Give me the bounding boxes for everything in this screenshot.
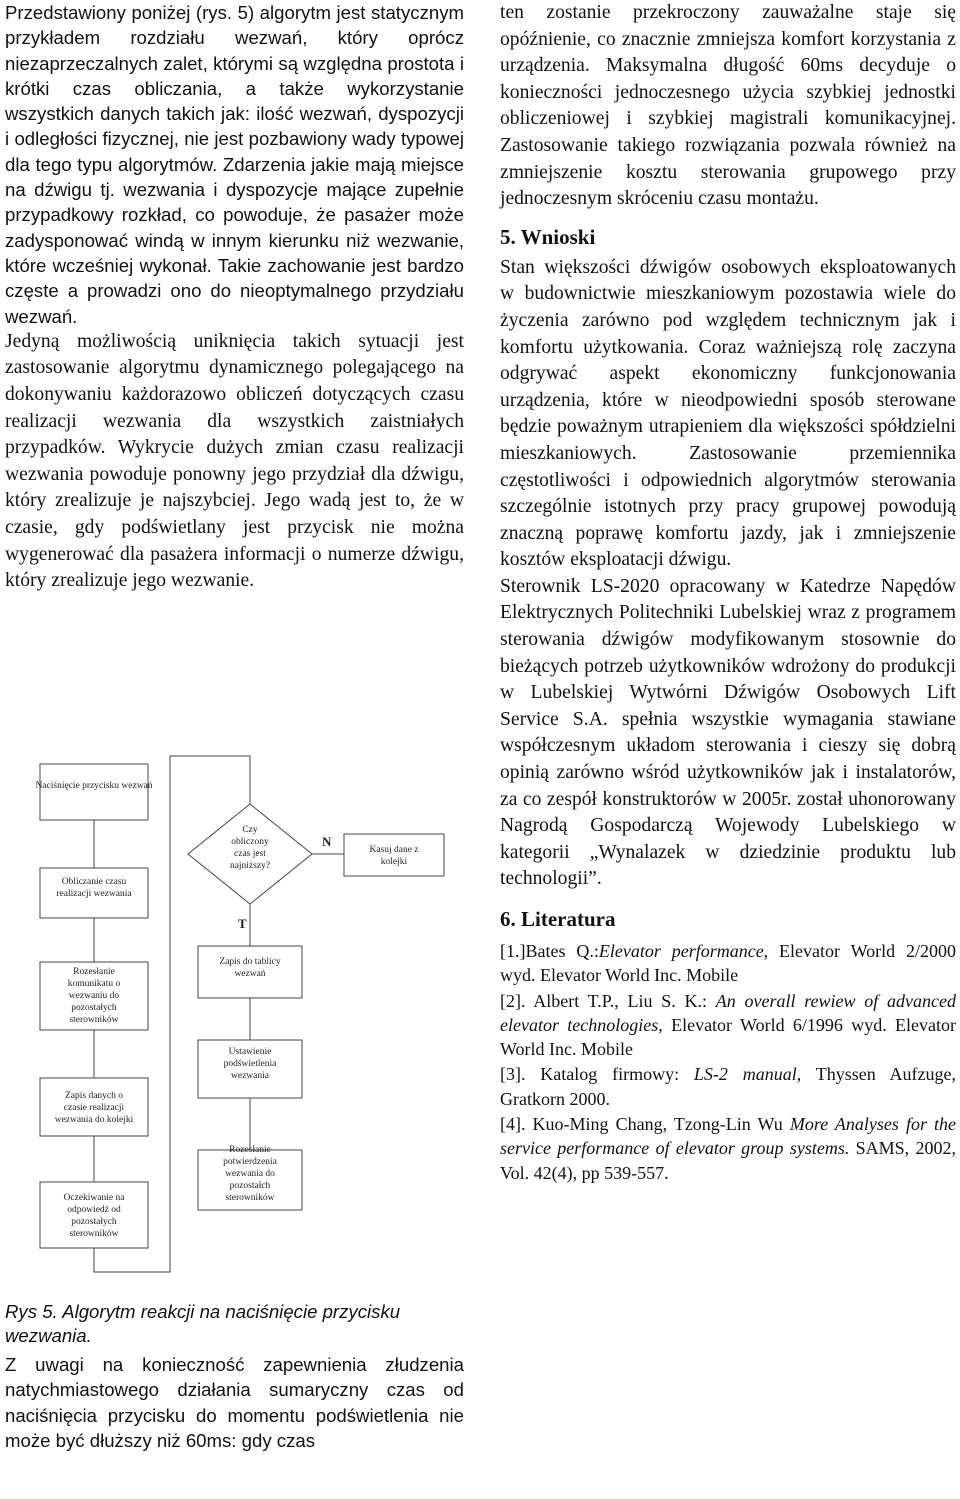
flow-text-wait-span-line: pozostałych <box>71 1217 117 1227</box>
flow-label-yes: T <box>238 916 247 931</box>
flow-text-delete <box>369 845 418 867</box>
flow-box-delete-queue <box>344 834 444 876</box>
reference-2-rest: Elevator World 6/1996 wyd. Elevator World Inc. Mobile <box>500 1014 956 1060</box>
left-paragraph-2: Jedyną możliwością uniknięcia takich sytuacji jest zastosowanie algorytmu dynamicznego polegającego na dokonywaniu każdorazowo obliczeń dotyczących czasu realizacji wezwania dla wszystkich zaistniałych przypadków. Wykrycie dużych zmian czasu realizacji wezwania powoduje ponowny jego przydział dla dźwigu, który zrealizuje je najszybciej. Jego wadą jest to, że w czasie, gdy podświetlany jest przycisk nie można wygenerować dla pasażera informacji o numerze dźwigu, który zrealizuje jego wezwanie. <box>5 330 464 592</box>
flow-text-confirm-span-line: Rozesłanie <box>229 1145 271 1155</box>
left-column <box>5 0 464 595</box>
flow-text-decision-span-line: najniższy? <box>229 861 271 871</box>
flow-text-delete-span-line: kolejki <box>380 857 408 867</box>
flow-text-table-span-line: Zapis do tablicy <box>219 957 281 967</box>
flow-text-light-span-line: Ustawienie <box>228 1047 272 1057</box>
reference-1-title: Elevator performance, <box>598 941 769 961</box>
reference-1-rest: Elevator World 2/2000 wyd. Elevator World Inc. Mobile <box>500 941 956 986</box>
flow-text-save <box>55 1091 134 1125</box>
flow-text-light-span-line: podświetlenia <box>223 1059 277 1069</box>
right-column <box>500 0 956 1185</box>
flow-text-wait-span-line: Oczekiwanie na <box>63 1193 125 1203</box>
flow-text-calc <box>56 877 132 899</box>
flow-text-confirm-span-line: pozostałch <box>229 1181 271 1191</box>
flow-text-press: Naciśnięcie przycisku wezwań <box>35 781 153 791</box>
section-5-paragraph-2: Sterownik LS-2020 opracowany w Katedrze Napędów Elektrycznych Politechniki Lubelskiej wraz z programem sterowania dźwigów modyfikowanym stosownie do bieżących potrzeb użytkowników wdrożony do produkcji w Lubelskiej Wytwórni Dźwigów Osobowych Lift Service S.A. spełnia wszystkie wymagania stawiane współczesnym układom sterowania i cieszy się dobrą opinią zarówno wśród użytkowników jak i instalatorów, za co zespół konstruktorów w 2005r. został uhonorowany Nagrodą Gospodarczą Wojewody Lubelskiego w kategorii „Wynalazek w dziedzinie produktu lub technologii”. <box>500 575 956 890</box>
left-paragraph-1: Przedstawiony poniżej (rys. 5) algorytm jest statycznym przykładem rozdziału wezwań, który oprócz niezaprzeczalnych zalet, którymi są względna prostota i krótki czas obliczania, a także wykorzystanie wszystkich danych takich jak: ilość wezwań, dyspozycji i odległości fizycznej, nie jest pozbawiony wady typowej dla tego typu algorytmów. Zdarzenia jakie mają miejsce na dźwigu tj. wezwania i dyspozycje mające zupełnie przypadkowy rozkład, co powoduje, że pasażer może zadysponować windą w innym kierunku niż wezwanie, które wcześniej wykonał. Takie zachowanie jest bardzo częste a prowadzi ono do nieoptymalnego przydziału wezwań. <box>5 2 464 327</box>
flow-text-wait-span-line: odpowiedź od <box>67 1205 121 1215</box>
reference-2-prefix: [2]. Albert T.P., Liu S. K.: <box>500 990 716 1011</box>
flow-text-delete-span-line: Kasuj dane z <box>369 845 419 855</box>
flow-text-press-1 <box>35 781 152 791</box>
flow-text-confirm <box>223 1145 278 1203</box>
left-after-figure: Z uwagi na konieczność zapewnienia złudzenia natychmiastowego działania sumaryczny czas od naciśnięcia przycisku do momentu podświetlenia nie może być dłuższy niż 60ms: gdy czas <box>5 1354 464 1451</box>
flow-text-confirm-span-line: sterowników <box>225 1193 275 1203</box>
flow-text-confirm-span-line: wezwania do <box>225 1169 275 1179</box>
reference-4-title: More Analyses for the service performance of elevator group systems. <box>500 1114 956 1159</box>
flow-text-decision-span-line: czas jest <box>234 849 266 859</box>
flow-text-send-span-line: wezwaniu do <box>68 991 120 1001</box>
flow-text-send-span-line: pozostałych <box>71 1003 117 1013</box>
flow-text-confirm-span-line: potwierdzenia <box>223 1157 277 1167</box>
flow-text-save-span-line: czasie realizacji <box>63 1103 125 1113</box>
flow-box-press-button <box>40 764 148 820</box>
flow-text-wait <box>64 1193 126 1239</box>
reference-3-prefix: [3]. Katalog firmowy: <box>500 1064 694 1085</box>
flow-text-send-span-line: komunikatu o <box>67 979 121 989</box>
section-6-title: 6. Literatura <box>500 907 616 931</box>
flow-label-no: N <box>322 834 332 849</box>
reference-1-prefix: [1.]Bates Q.: <box>500 941 599 961</box>
flow-text-send <box>68 967 121 1025</box>
flow-text-light-span-line: wezwania <box>231 1071 269 1081</box>
flow-text-save-span-line: wezwania do kolejki <box>54 1115 134 1125</box>
reference-1 <box>500 939 956 988</box>
figure-caption: Rys 5. Algorytm reakcji na naciśnięcie przycisku wezwania. <box>5 1301 401 1346</box>
flow-text-calc-span-line: Obliczanie czasu <box>61 877 127 887</box>
left-bottom <box>5 1301 464 1499</box>
reference-4 <box>500 1112 956 1185</box>
flow-text-table <box>219 957 280 979</box>
section-5-paragraph-1: Stan większości dźwigów osobowych eksploatowanych w budownictwie mieszkaniowym pozostawia wiele do życzenia zarówno pod względem technicznym jak i komfortu użytkowania. Coraz ważniejszą rolę zaczyna odgrywać aspekt ekonomiczny funkcjonowania urządzenia, które w nieodpowiedni sposób sterowane będzie poważnym utrapieniem dla większości spółdzielni mieszkaniowych. Zastosowanie przemiennika częstotliwości i odpowiednich algorytmów sterowania szczególnie istotnych przy pracy grupowej powodują znaczną poprawę komfortu jazdy, jak i zmniejszenie kosztów eksploatacji dźwigu. <box>500 256 956 571</box>
flow-text-decision <box>230 825 270 871</box>
right-intro: ten zostanie przekroczony zauważalne staje się opóźnienie, co znacznie zmniejsza komfort korzystania z urządzenia. Maksymalna długość 60ms decyduje o konieczności jednoczesnego użycia szybkiej jednostki obliczeniowej i szybkiej magistrali komunikacyjnej. Zastosowanie takiego rozwiązania pozwala również na zmniejszenie kosztu sterowania grupowego przy jednoczesnym skróceniu czasu montażu. <box>500 2 956 210</box>
flow-text-send-span-line: sterowników <box>69 1015 119 1025</box>
flow-text-table-span-line: wezwań <box>234 969 266 979</box>
reference-3 <box>500 1062 956 1111</box>
flow-text-light <box>224 1047 278 1081</box>
flow-text-send-span-line: Rozesłanie <box>73 967 115 977</box>
reference-4-prefix: [4]. Kuo-Ming Chang, Tzong-Lin Wu <box>500 1114 790 1135</box>
references-list <box>500 939 956 1185</box>
flow-text-wait-span-line: sterowników <box>69 1229 119 1239</box>
flow-text-decision-span-line: obliczony <box>231 837 269 847</box>
flow-text-calc-span-line: realizacji wezwania <box>56 889 132 899</box>
flow-text-decision-span-line: Czy <box>242 825 258 835</box>
reference-3-rest: Thyssen Aufzuge, Gratkorn 2000. <box>500 1064 956 1109</box>
reference-3-title: LS-2 manual, <box>693 1064 802 1085</box>
section-5-title: 5. Wnioski <box>500 224 596 249</box>
flow-text-save-span-line: Zapis danych o <box>64 1091 124 1101</box>
reference-2 <box>500 989 956 1062</box>
reference-2-title: An overall rewiew of advanced elevator technologies, <box>500 990 956 1035</box>
flowchart-figure <box>0 740 480 1310</box>
reference-4-rest: SAMS, 2002, Vol. 42(4), pp 539-557. <box>500 1138 956 1183</box>
